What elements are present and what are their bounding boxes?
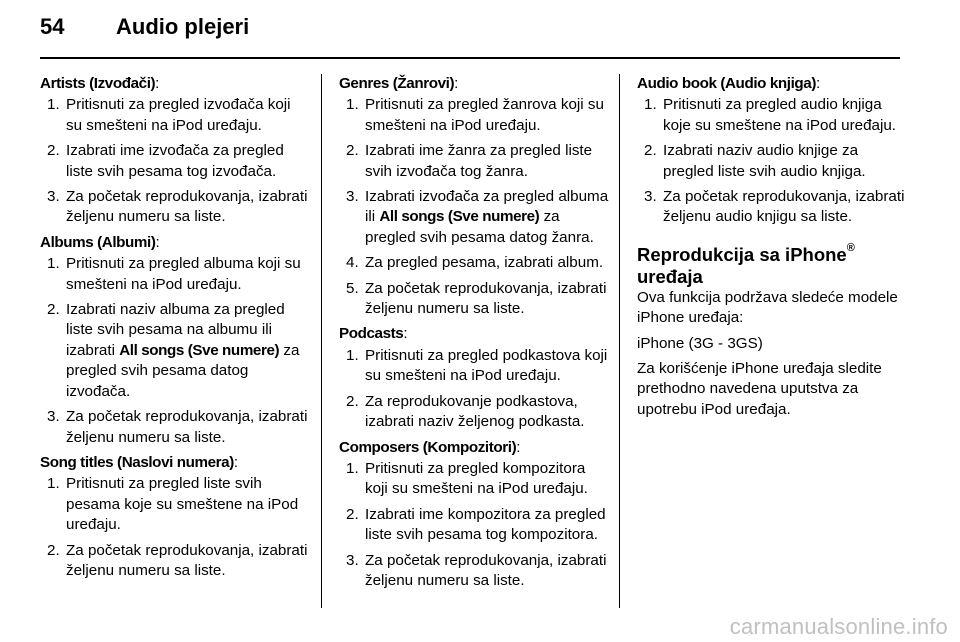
section-heading-text: Podcasts — [339, 325, 404, 343]
section — [40, 453, 310, 581]
list-item-text: Izabrati ime izvođača za pregled liste svih pesama tog izvođača. — [66, 142, 284, 180]
section — [40, 233, 310, 448]
menu-option: All songs (Sve numere) — [379, 208, 540, 226]
list-item-number: 3. — [47, 188, 60, 206]
list-item-number: 3. — [346, 551, 359, 569]
page-title: Audio plejeri — [116, 14, 250, 39]
list-item-number: 1. — [346, 459, 359, 477]
page-header — [40, 14, 249, 50]
column-3 — [637, 74, 905, 425]
list-item-text: Za početak reprodukovanja, izabrati željenu numeru sa liste. — [66, 541, 308, 579]
list-item-text: Za reprodukovanje podkastova, izabrati naziv željenog podkasta. — [365, 392, 585, 431]
list-item — [339, 459, 609, 500]
list-item — [40, 254, 310, 295]
list-item-number: 3. — [346, 188, 359, 206]
column-divider — [321, 74, 322, 608]
section-heading: Artists (Izvođači): — [40, 75, 160, 92]
list-item-number: 4. — [346, 254, 359, 272]
list-item-text: Izabrati naziv audio knjige za pregled liste svih audio knjiga. — [663, 142, 866, 180]
column-1 — [40, 74, 310, 586]
iphone-paragraph: Ova funkcija podržava sledeće modele iPhone uređaja: — [637, 288, 898, 327]
list-item — [339, 141, 609, 182]
list-item-text: Za početak reprodukovanja, izabrati željenu numeru sa liste. — [66, 188, 308, 226]
list-item-number: 3. — [47, 408, 60, 426]
menu-option: All songs (Sve numere) — [119, 341, 280, 359]
section-heading: Composers (Kompozitori): — [339, 438, 521, 456]
iphone-heading-text: Reprodukcija sa iPhone — [637, 243, 847, 265]
section — [339, 324, 609, 432]
list-item-text: za pregled svih pesama datog žanra. — [365, 208, 594, 246]
list-item-number: 2. — [47, 301, 60, 319]
list-item — [40, 187, 310, 228]
column-2 — [339, 74, 609, 596]
list-item — [40, 474, 310, 535]
header-rule — [40, 57, 900, 59]
iphone-models: iPhone (3G - 3GS) — [637, 334, 763, 352]
list-item-number: 1. — [644, 96, 657, 114]
list-item-text: Pritisnuti za pregled audio knjiga koje su smeštene na iPod uređaju. — [663, 96, 897, 134]
list-item — [339, 95, 609, 136]
list-item — [339, 279, 609, 320]
list-item-text: Za početak reprodukovanja, izabrati željenu numeru sa liste. — [365, 551, 607, 589]
column-3-sections — [637, 74, 905, 228]
list-item-number: 2. — [47, 142, 60, 160]
list-item-text: Pritisnuti za pregled kompozitora koji su smešteni na iPod uređaju. — [365, 459, 588, 498]
list-item-number: 2. — [47, 541, 60, 559]
list-item — [339, 187, 609, 248]
list-item — [637, 187, 905, 228]
list-item — [339, 346, 609, 387]
list-item-text: Za početak reprodukovanja, izabrati željenu audio knjigu sa liste. — [663, 188, 905, 226]
list-item-number: 1. — [47, 255, 60, 273]
list-item-number: 3. — [644, 188, 657, 206]
list-item-text: Izabrati ime žanra za pregled liste svih izvođača tog žanra. — [365, 142, 593, 180]
list-item-text: Pritisnuti za pregled podkastova koji su smešteni na iPod uređaju. — [365, 346, 608, 385]
iphone-heading-line2: uređaja — [637, 265, 703, 287]
section-heading-text: Albums (Albumi) — [40, 233, 156, 251]
section — [637, 74, 905, 228]
list-item-text: Za početak reprodukovanja, izabrati željenu numeru sa liste. — [365, 279, 607, 318]
section — [339, 74, 609, 319]
section-heading: Genres (Žanrovi): — [339, 75, 459, 92]
list-item-text: Izabrati ime kompozitora za pregled liste svih pesama tog kompozitora. — [365, 505, 606, 544]
list-item — [40, 95, 310, 136]
section-heading: Song titles (Naslovi numera): — [40, 453, 239, 471]
section-heading: Audio book (Audio knjiga): — [637, 75, 821, 92]
list-item-number: 1. — [47, 96, 60, 114]
list-item-number: 2. — [346, 505, 359, 523]
section-heading-text: Genres (Žanrovi) — [339, 75, 455, 92]
list-item-text: Izabrati naziv albuma za pregled liste svih pesama na albumu ili izabrati — [66, 301, 285, 359]
section-heading-text: Artists (Izvođači) — [40, 75, 156, 92]
list-item — [40, 300, 310, 402]
list-item-text: Za pregled pesama, izabrati album. — [365, 254, 604, 272]
list-item-text: Pritisnuti za pregled liste svih pesama koje su smeštene na iPod uređaju. — [66, 475, 299, 534]
list-item-number: 2. — [346, 392, 359, 410]
list-item — [637, 141, 905, 182]
section-heading-text: Audio book (Audio knjiga) — [637, 75, 816, 92]
section-heading: Albums (Albumi): — [40, 233, 160, 251]
list-item — [339, 551, 609, 592]
list-item-number: 1. — [346, 346, 359, 364]
list-item-number: 2. — [644, 142, 657, 160]
column-divider — [619, 74, 620, 608]
section — [40, 74, 310, 228]
list-item — [339, 505, 609, 546]
iphone-section-heading — [637, 241, 905, 288]
list-item-number: 1. — [47, 475, 60, 493]
list-item-text: Pritisnuti za pregled izvođača koji su smešteni na iPod uređaju. — [66, 96, 291, 134]
list-item-text: Pritisnuti za pregled žanrova koji su smešteni na iPod uređaju. — [365, 96, 604, 134]
list-item — [339, 392, 609, 433]
list-item — [637, 95, 905, 136]
watermark: carmanualsonline.info — [729, 614, 948, 639]
registered-mark: ® — [846, 241, 855, 254]
list-item — [40, 541, 310, 582]
list-item-text: Za početak reprodukovanja, izabrati željenu numeru sa liste. — [66, 408, 308, 446]
list-item-text: za pregled svih pesama datog izvođača. — [66, 341, 300, 400]
section-heading-text: Composers (Kompozitori) — [339, 438, 517, 456]
list-item — [339, 253, 609, 273]
list-item-number: 5. — [346, 279, 359, 297]
section-heading-text: Song titles (Naslovi numera) — [40, 453, 234, 471]
list-item-number: 1. — [346, 96, 359, 114]
list-item-text: Izabrati izvođača za pregled albuma ili — [365, 188, 609, 226]
list-item-text: Pritisnuti za pregled albuma koji su smešteni na iPod uređaju. — [66, 255, 301, 293]
section-heading: Podcasts: — [339, 325, 408, 343]
list-item — [40, 407, 310, 448]
list-item-number: 2. — [346, 142, 359, 160]
section — [339, 438, 609, 592]
iphone-paragraph: Za korišćenje iPhone uređaja sledite prethodno navedena uputstva za upotrebu iPod uređaja. — [637, 360, 882, 418]
page-number: 54 — [40, 14, 65, 39]
list-item — [40, 141, 310, 182]
